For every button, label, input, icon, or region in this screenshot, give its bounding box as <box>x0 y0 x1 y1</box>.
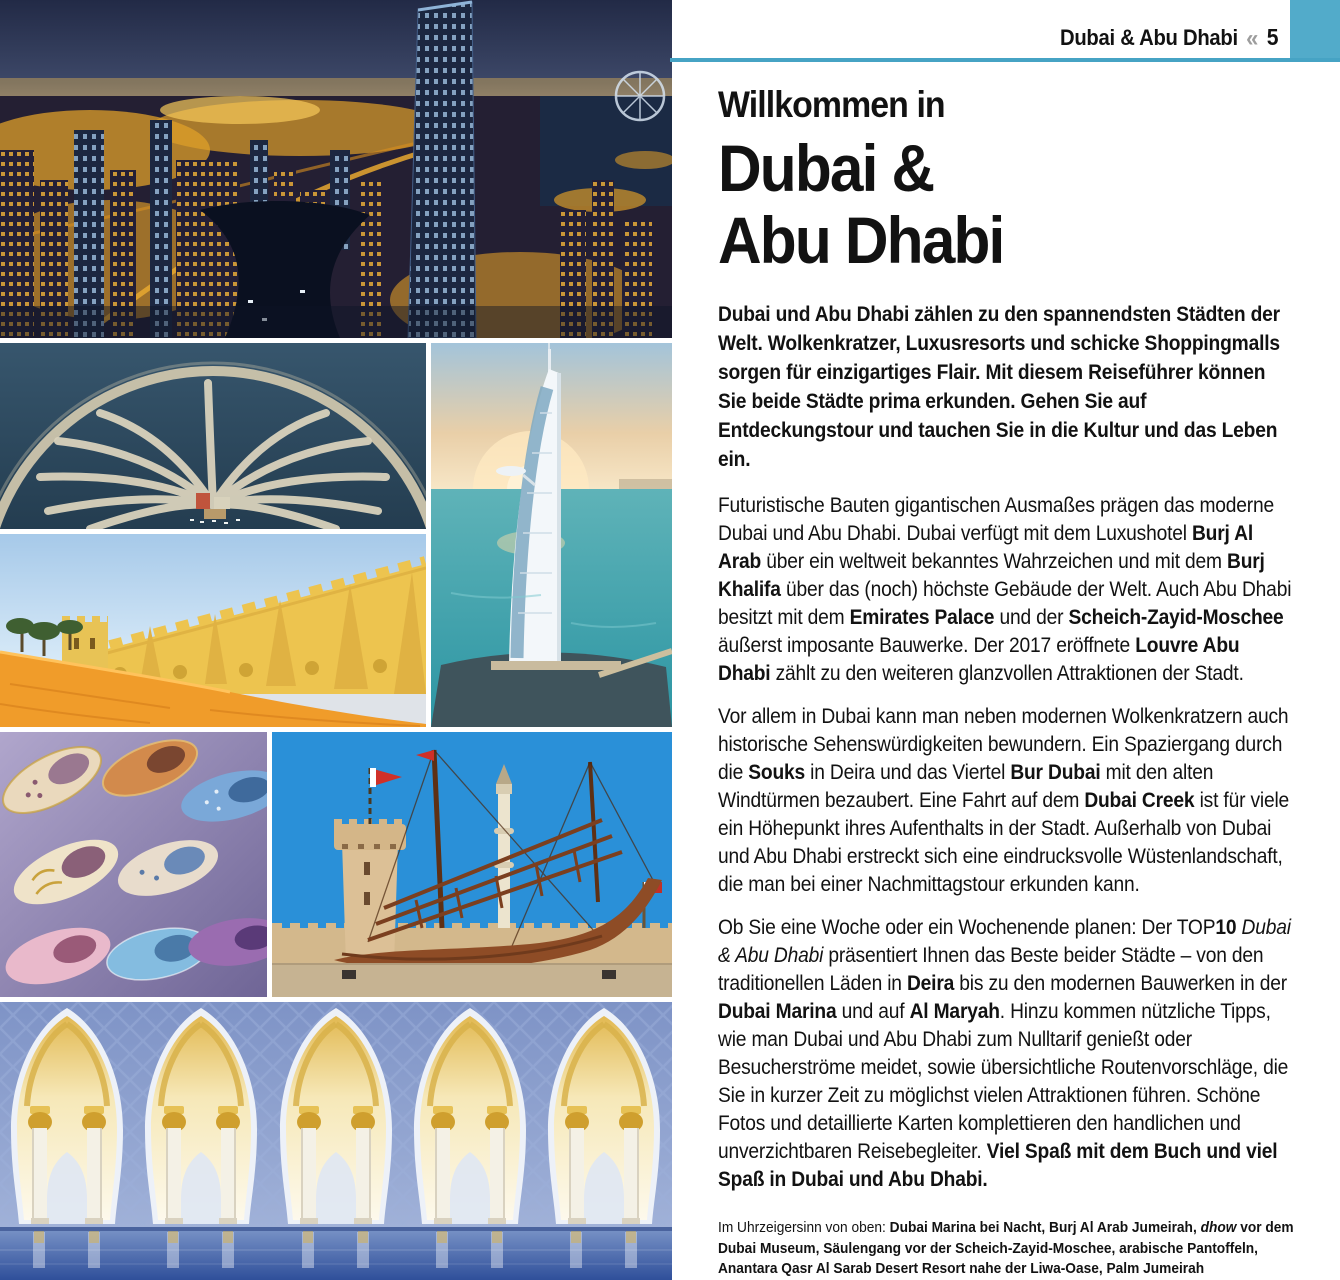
body-paragraph-3: Ob Sie eine Woche oder ein Wochenende planen: Der TOP10 Dubai & Abu Dhabi präsentiert Ihnen das Beste beider Städte – von den traditionellen Läden in Deira bis zu den modernen Bauwerken in der Dubai Marina und auf Al Maryah. Hinzu kommen nützliche Tipps, wie man Dubai und Abu Dhabi zum Nulltarif genießt oder Besucherströme meidet, sowie übersichtliche Routenvorschläge, die Sie in kurzer Zeit zu möglichst vielen Attraktionen führen. Schöne Fotos und detaillierte Karten komplettieren den handlichen und unverzichtbaren Reisebegleiter. Viel Spaß mit dem Buch und viel Spaß in Dubai und Abu Dhabi. <box>718 916 1291 1191</box>
photo-arabic-slippers <box>0 732 267 997</box>
desert-fort-illustration <box>0 534 426 727</box>
photo-sheikh-zayed-mosque-colonnade <box>0 1002 672 1280</box>
teal-corner-block <box>1290 0 1340 58</box>
body-paragraph-2: Vor allem in Dubai kann man neben modernen Wolkenkratzern auch historische Sehenswürdigkeiten bewundern. Ein Spaziergang durch die Souks in Deira und das Viertel Bur Dubai mit den alten Windtürmen bezaubert. Eine Fahrt auf dem Dubai Creek ist für viele ein Höhepunkt ihres Aufenthalts in der Stadt. Außerhalb von Dubai und Abu Dhabi erstreckt sich eine eindrucksvolle Wüstenlandschaft, die man bei einer Nachmittagstour erkunden kann. <box>718 705 1290 896</box>
page-header <box>1060 24 1278 52</box>
photo-palm-jumeirah-aerial <box>0 343 426 529</box>
mosque-colonnade-illustration <box>0 1002 672 1280</box>
photo-burj-al-arab <box>431 343 672 727</box>
intro-paragraph: Dubai und Abu Dhabi zählen zu den spannendsten Städten der Welt. Wolkenkratzer, Luxusresorts und schicke Shoppingmalls sorgen für einzigartiges Flair. Mit diesem Reiseführer können Sie beide Städte prima erkunden. Gehen Sie auf Entdeckungstour und tauchen Sie in die Kultur und das Leben ein. <box>718 303 1280 471</box>
photo-caption: Im Uhrzeigersinn von oben: Dubai Marina bei Nacht, Burj Al Arab Jumeirah, dhow vor dem Dubai Museum, Säulengang vor der Scheich-Zayid-Moschee, arabische Pantoffeln, Anantara Qasr Al Sarab Desert Resort nahe der Liwa-Oase, Palm Jumeirah <box>718 1219 1294 1277</box>
text-column <box>718 84 1296 1280</box>
title-line-1: Dubai & <box>718 131 934 205</box>
body-paragraph-1: Futuristische Bauten gigantischen Ausmaßes prägen das moderne Dubai und Abu Dhabi. Dubai verfügt mit dem Luxushotel Burj Al Arab über ein weltweit bekanntes Wahrzeichen und mit dem Burj Khalifa über das (noch) höchste Gebäude der Welt. Auch Abu Dhabi besitzt mit dem Emirates Palace und der Scheich-Zayid-Moschee äußerst imposante Bauwerke. Der 2017 eröffnete Louvre Abu Dhabi zählt zu den weiteren glanzvollen Attraktionen der Stadt. <box>718 494 1292 685</box>
photo-desert-resort-fort <box>0 534 426 727</box>
burj-al-arab-illustration <box>431 343 672 727</box>
dhow-illustration <box>272 732 672 997</box>
header-rule <box>670 58 1340 62</box>
arabic-slippers-illustration <box>0 732 267 997</box>
photo-dhow-dubai-museum <box>272 732 672 997</box>
title-kicker: Willkommen in <box>718 84 945 125</box>
palm-jumeirah-illustration <box>0 343 426 529</box>
dubai-marina-night-illustration <box>0 0 672 338</box>
page-number: 5 <box>1266 24 1278 50</box>
photo-dubai-marina-night <box>0 0 672 338</box>
chevrons-left-icon: « <box>1245 25 1258 52</box>
title-line-2: Abu Dhabi <box>718 203 1004 277</box>
section-label: Dubai & Abu Dhabi <box>1059 25 1238 50</box>
page-title <box>718 132 1296 276</box>
